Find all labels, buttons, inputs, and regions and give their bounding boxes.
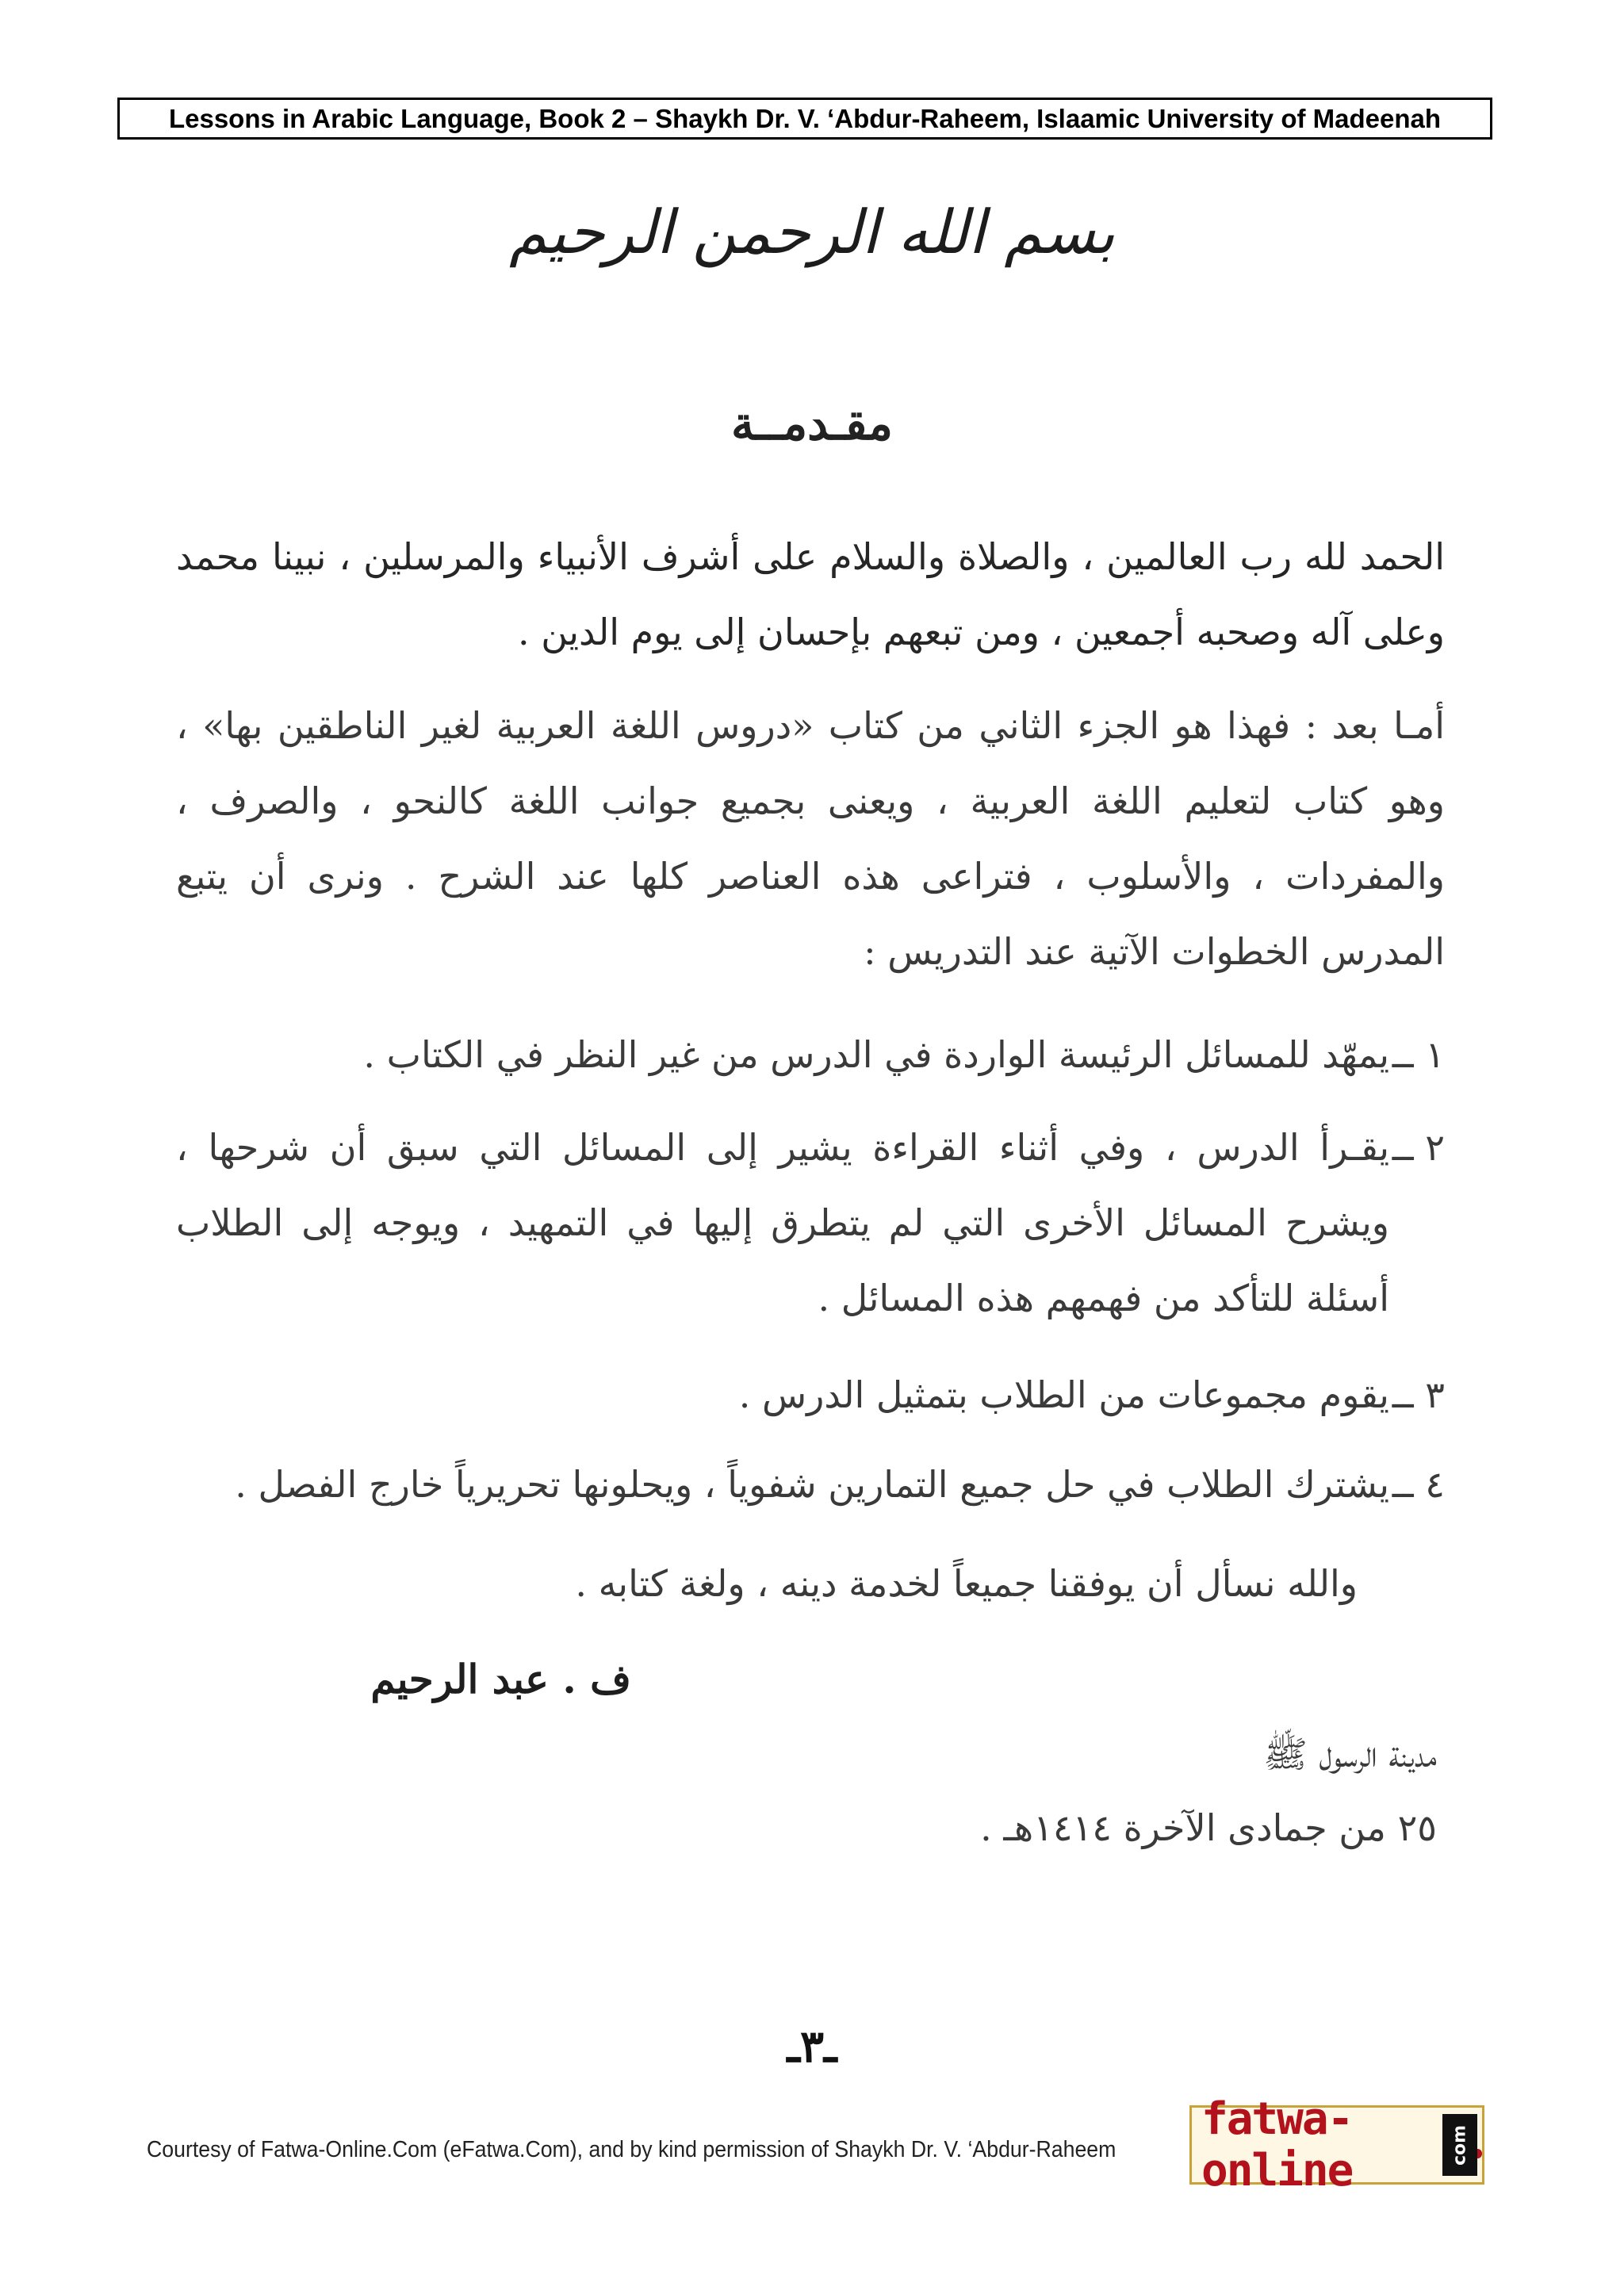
list-item-number: ٤ ــ xyxy=(1392,1463,1445,1506)
list-item-text: يقـرأ الدرس ، وفي أثناء القراءة يشير إلى المسائل التي سبق أن شرحها ، ويشرح المسائل الأخرى التي لم يتطرق إليها في التمهيد ، ويوجه إلى الطلاب أسئلة للتأكد من فهمهم هذه المسائل . xyxy=(176,1126,1389,1319)
place-line: مدينة الرسول ﷺ xyxy=(1263,1733,1437,1775)
list-item-text: يمهّد للمسائل الرئيسة الواردة في الدرس من غير النظر في الكتاب . xyxy=(363,1033,1389,1076)
logo-text: fatwa-online xyxy=(1201,2093,1353,2196)
author-signature: ف . عبد الرحيم xyxy=(370,1656,631,1702)
list-item xyxy=(176,1358,1445,1433)
footer-credit: Courtesy of Fatwa-Online.Com (eFatwa.Com), and by kind permission of Shaykh Dr. V. ‘Abdur-Raheem xyxy=(147,2137,1116,2162)
list-item-number: ٢ ــ xyxy=(1392,1126,1445,1169)
closing-prayer: والله نسأل أن يوفقنا جميعاً لخدمة دينه ، ولغة كتابه . xyxy=(575,1562,1358,1605)
list-item-number: ١ ــ xyxy=(1392,1033,1445,1076)
list-item xyxy=(176,1110,1445,1336)
fatwa-online-logo[interactable] xyxy=(1189,2093,1484,2196)
list-item-text: يشترك الطلاب في حل جميع التمارين شفوياً ، ويحلونها تحريرياً خارج الفصل . xyxy=(235,1463,1389,1506)
intro-paragraph: أمـا بعد : فهذا هو الجزء الثاني من كتاب «دروس اللغة العربية لغير الناطقين بها» ، وهو كتاب لتعليم اللغة العربية ، ويعنى بجميع جوانب اللغة كالنحو ، والصرف ، والمفردات ، والأسلوب ، فتراعى هذه العناصر كلها عند الشرح . ونرى أن يتبع المدرس الخطوات الآتية عند التدريس : xyxy=(176,704,1445,973)
page-title: مقـدمــة xyxy=(731,396,893,450)
basmala-calligraphy: بسم الله الرحمن الرحيم xyxy=(509,197,1115,267)
opening-paragraph: الحمد لله رب العالمين ، والصلاة والسلام على أشرف الأنبياء والمرسلين ، نبينا محمد وعلى آله وصحبه أجمعين ، ومن تبعهم بإحسان إلى يوم الدين . xyxy=(176,535,1445,653)
list-item xyxy=(176,1017,1445,1093)
page-header xyxy=(117,98,1492,140)
list-item-number: ٣ ــ xyxy=(1392,1373,1445,1416)
logo-tld: com xyxy=(1442,2114,1477,2176)
list-item-text: يقوم مجموعات من الطلاب بتمثيل الدرس . xyxy=(738,1373,1389,1416)
header-text: Lessons in Arabic Language, Book 2 – Shaykh Dr. V. ‘Abdur-Raheem, Islaamic University of Madeenah xyxy=(168,103,1442,133)
list-item xyxy=(176,1447,1445,1522)
page-number: ـ٣ـ xyxy=(787,2020,837,2073)
date-line: ٢٥ من جمادى الآخرة ١٤١٤هـ . xyxy=(980,1806,1437,1849)
